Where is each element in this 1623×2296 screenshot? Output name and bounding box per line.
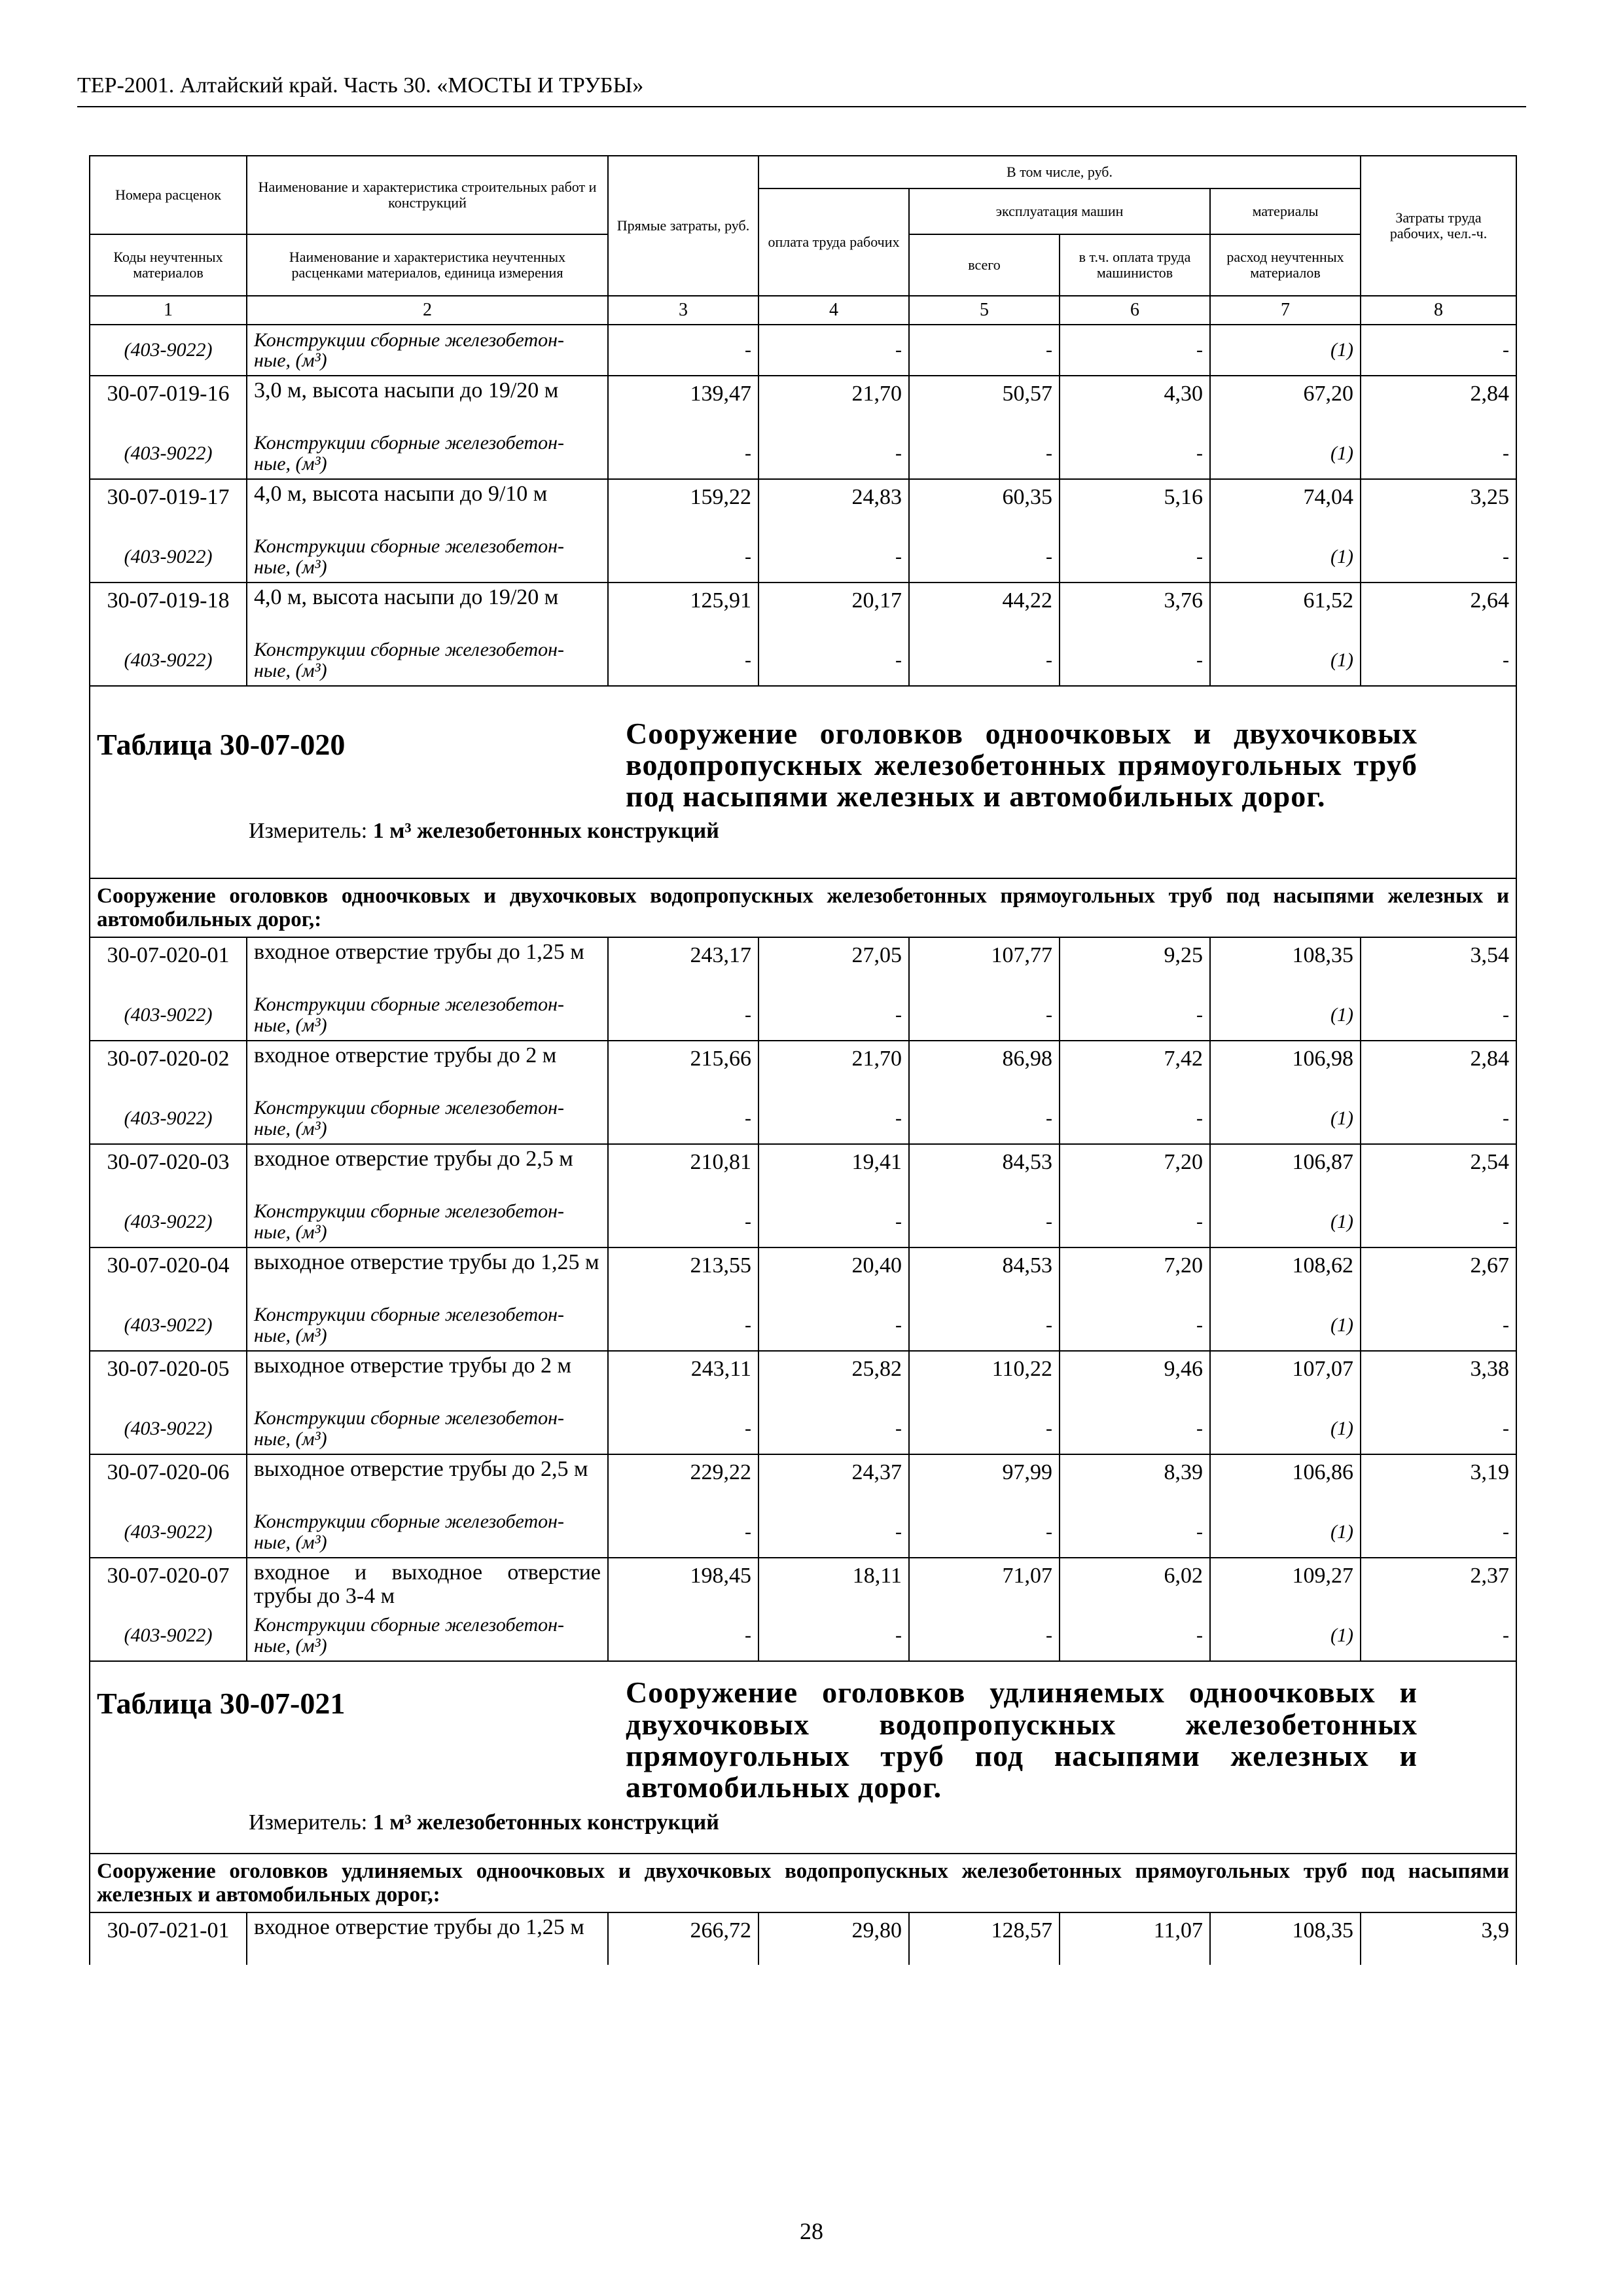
- col-header-including: В том числе, руб.: [758, 156, 1361, 188]
- rate-value: 243,17: [608, 937, 758, 990]
- rate-name: 4,0 м, высота насыпи до 9/10 м: [247, 479, 608, 531]
- rate-name: выходное отверстие трубы до 2 м: [247, 1351, 608, 1403]
- material-code: (403-9022): [90, 1093, 247, 1144]
- material-cell: -: [909, 990, 1060, 1041]
- rate-name: выходное отверстие трубы до 1,25 м: [247, 1247, 608, 1300]
- material-cell: -: [608, 1507, 758, 1558]
- material-cell: -: [909, 531, 1060, 583]
- rate-value: 3,25: [1361, 479, 1516, 531]
- page-number: 28: [800, 2218, 823, 2244]
- material-cell: -: [1060, 1196, 1210, 1247]
- material-cell: -: [909, 1403, 1060, 1454]
- section-row: [90, 1854, 1516, 1912]
- material-cell: -: [1361, 1507, 1516, 1558]
- material-cell: -: [1060, 1403, 1210, 1454]
- material-cell: -: [758, 635, 909, 686]
- material-cell: -: [608, 1610, 758, 1661]
- col-number: 5: [909, 296, 1060, 325]
- rate-row: [90, 583, 1516, 635]
- col-header-work-name: Наименование и характеристика строительных работ и конструкций: [247, 156, 608, 234]
- material-code: (403-9022): [90, 1403, 247, 1454]
- table-heading-row: [90, 1661, 1516, 1854]
- rate-value: 24,83: [758, 479, 909, 531]
- material-cell: -: [1060, 1300, 1210, 1351]
- material-row: [90, 990, 1516, 1041]
- rate-value: 67,20: [1210, 376, 1361, 428]
- col-number: 1: [90, 296, 247, 325]
- material-cell: -: [909, 1196, 1060, 1247]
- rate-value: 21,70: [758, 1041, 909, 1093]
- col-number: 6: [1060, 296, 1210, 325]
- rate-row: [90, 1454, 1516, 1507]
- material-cell: -: [608, 325, 758, 376]
- material-cell: -: [608, 1300, 758, 1351]
- rate-name: входное отверстие трубы до 2,5 м: [247, 1144, 608, 1196]
- rate-value: 74,04: [1210, 479, 1361, 531]
- measure-label: Измеритель:: [249, 1810, 368, 1835]
- material-name: Конструкции сборные железобетон-ные, (м³): [247, 635, 608, 686]
- rate-value: 213,55: [608, 1247, 758, 1300]
- material-qty: (1): [1210, 1403, 1361, 1454]
- material-name: Конструкции сборные железобетон-ные, (м³): [247, 428, 608, 479]
- material-name: Конструкции сборные железобетон-ные, (м³): [247, 1507, 608, 1558]
- material-row: [90, 1507, 1516, 1558]
- rate-code: 30-07-020-04: [90, 1247, 247, 1300]
- rate-code: 30-07-020-05: [90, 1351, 247, 1403]
- material-code: (403-9022): [90, 531, 247, 583]
- material-qty: (1): [1210, 635, 1361, 686]
- rate-value: 109,27: [1210, 1558, 1361, 1610]
- material-cell: -: [758, 990, 909, 1041]
- rate-value: 9,25: [1060, 937, 1210, 990]
- material-code: (403-9022): [90, 990, 247, 1041]
- material-cell: -: [1361, 325, 1516, 376]
- rate-value: 50,57: [909, 376, 1060, 428]
- material-cell: -: [608, 1093, 758, 1144]
- rate-value: 84,53: [909, 1247, 1060, 1300]
- column-numbers-row: [90, 296, 1516, 325]
- rate-value: 210,81: [608, 1144, 758, 1196]
- rate-value: 27,05: [758, 937, 909, 990]
- rate-value: 20,17: [758, 583, 909, 635]
- table-measure: [249, 819, 1509, 846]
- material-name: Конструкции сборные железобетон-ные, (м³): [247, 531, 608, 583]
- material-cell: -: [608, 990, 758, 1041]
- rate-row: [90, 376, 1516, 428]
- col-header-machinist-pay: в т.ч. оплата труда машинистов: [1060, 234, 1210, 296]
- material-cell: -: [1361, 1403, 1516, 1454]
- material-cell: -: [758, 1196, 909, 1247]
- rate-row: [90, 1247, 1516, 1300]
- rate-value: 3,54: [1361, 937, 1516, 990]
- material-code: (403-9022): [90, 325, 247, 376]
- rate-value: 7,42: [1060, 1041, 1210, 1093]
- rate-value: 18,11: [758, 1558, 909, 1610]
- rate-value: 107,07: [1210, 1351, 1361, 1403]
- material-cell: -: [1060, 428, 1210, 479]
- material-cell: -: [608, 635, 758, 686]
- col-header-materials: материалы: [1210, 188, 1361, 234]
- material-cell: -: [758, 1403, 909, 1454]
- col-header-direct-costs: Прямые затраты, руб.: [608, 156, 758, 296]
- material-row: [90, 1300, 1516, 1351]
- rate-row: [90, 1041, 1516, 1093]
- material-row: [90, 428, 1516, 479]
- rate-code: 30-07-019-18: [90, 583, 247, 635]
- material-row: [90, 1610, 1516, 1661]
- material-cell: -: [909, 325, 1060, 376]
- material-code: (403-9022): [90, 428, 247, 479]
- rate-value: 29,80: [758, 1912, 909, 1965]
- rate-code: 30-07-020-07: [90, 1558, 247, 1610]
- material-name: Конструкции сборные железобетон-ные, (м³): [247, 1300, 608, 1351]
- material-code: (403-9022): [90, 1196, 247, 1247]
- material-cell: -: [909, 1093, 1060, 1144]
- col-number: 7: [1210, 296, 1361, 325]
- rate-value: 97,99: [909, 1454, 1060, 1507]
- material-cell: -: [608, 1403, 758, 1454]
- measure-value: 1 м³ железобетонных конструкций: [372, 1810, 719, 1835]
- material-cell: -: [1060, 531, 1210, 583]
- rate-value: 128,57: [909, 1912, 1060, 1965]
- section-title: Сооружение оголовков удлиняемых одноочковых и двухочковых водопропускных железобетонных прямоугольных труб под насыпями железных и автомобильных дорог,:: [90, 1854, 1516, 1912]
- material-row: [90, 1403, 1516, 1454]
- rate-name: входное отверстие трубы до 1,25 м: [247, 1912, 608, 1965]
- table-label: Таблица 30-07-020: [97, 727, 346, 761]
- material-name: Конструкции сборные железобетон-ные, (м³): [247, 325, 608, 376]
- material-cell: -: [909, 1610, 1060, 1661]
- material-cell: -: [758, 1300, 909, 1351]
- material-row: [90, 1196, 1516, 1247]
- material-qty: (1): [1210, 1610, 1361, 1661]
- rate-value: 139,47: [608, 376, 758, 428]
- table-heading-wrap: [97, 718, 1509, 847]
- rate-name: выходное отверстие трубы до 2,5 м: [247, 1454, 608, 1507]
- rate-value: 86,98: [909, 1041, 1060, 1093]
- rate-value: 106,87: [1210, 1144, 1361, 1196]
- material-code: (403-9022): [90, 1610, 247, 1661]
- material-qty: (1): [1210, 1093, 1361, 1144]
- rate-row: [90, 1912, 1516, 1965]
- rate-name: входное отверстие трубы до 2 м: [247, 1041, 608, 1093]
- rate-code: 30-07-020-01: [90, 937, 247, 990]
- col-header-machines: эксплуатация машин: [909, 188, 1210, 234]
- running-header: ТЕР-2001. Алтайский край. Часть 30. «МОСТЫ И ТРУБЫ»: [77, 73, 644, 98]
- rate-value: 2,67: [1361, 1247, 1516, 1300]
- material-code: (403-9022): [90, 635, 247, 686]
- rate-value: 61,52: [1210, 583, 1361, 635]
- rate-code: 30-07-019-16: [90, 376, 247, 428]
- material-cell: -: [1361, 990, 1516, 1041]
- rate-value: 266,72: [608, 1912, 758, 1965]
- rate-value: 6,02: [1060, 1558, 1210, 1610]
- material-name: Конструкции сборные железобетон-ные, (м³): [247, 1093, 608, 1144]
- table-title: Сооружение оголовков удлиняемых одноочковых и двухочковых водопропускных железобетонных прямоугольных труб под насыпями железных и автомобильных дорог.: [626, 1676, 1418, 1804]
- material-code: (403-9022): [90, 1300, 247, 1351]
- rate-row: [90, 1351, 1516, 1403]
- rate-value: 7,20: [1060, 1247, 1210, 1300]
- material-row: [90, 325, 1516, 376]
- table-heading-wrap: [97, 1677, 1509, 1837]
- material-name: Конструкции сборные железобетон-ные, (м³): [247, 990, 608, 1041]
- rate-value: 3,76: [1060, 583, 1210, 635]
- rate-value: 9,46: [1060, 1351, 1210, 1403]
- rate-value: 60,35: [909, 479, 1060, 531]
- material-cell: -: [1361, 635, 1516, 686]
- rate-value: 2,84: [1361, 376, 1516, 428]
- rate-value: 108,35: [1210, 1912, 1361, 1965]
- material-cell: -: [909, 635, 1060, 686]
- rate-name: 4,0 м, высота насыпи до 19/20 м: [247, 583, 608, 635]
- rate-row: [90, 1144, 1516, 1196]
- rate-row: [90, 479, 1516, 531]
- material-cell: -: [758, 325, 909, 376]
- rate-code: 30-07-021-01: [90, 1912, 247, 1965]
- material-cell: -: [758, 1610, 909, 1661]
- table-measure: [249, 1810, 1509, 1838]
- table-label: Таблица 30-07-021: [97, 1687, 346, 1721]
- material-row: [90, 531, 1516, 583]
- material-cell: -: [1060, 325, 1210, 376]
- rate-value: 106,86: [1210, 1454, 1361, 1507]
- rate-value: 215,66: [608, 1041, 758, 1093]
- col-header-labor-hours: Затраты труда рабочих, чел.-ч.: [1361, 156, 1516, 296]
- measure-value: 1 м³ железобетонных конструкций: [372, 819, 719, 844]
- col-header-material-codes: Коды неучтенных материалов: [90, 234, 247, 296]
- material-cell: -: [1361, 1093, 1516, 1144]
- rate-code: 30-07-020-03: [90, 1144, 247, 1196]
- rate-value: 159,22: [608, 479, 758, 531]
- col-header-machines-total: всего: [909, 234, 1060, 296]
- rate-value: 3,38: [1361, 1351, 1516, 1403]
- rate-value: 108,62: [1210, 1247, 1361, 1300]
- price-table: [89, 155, 1517, 1965]
- material-cell: -: [758, 1507, 909, 1558]
- material-row: [90, 1093, 1516, 1144]
- rate-code: 30-07-020-06: [90, 1454, 247, 1507]
- material-cell: -: [1060, 990, 1210, 1041]
- table-heading: [90, 686, 1516, 878]
- material-qty: (1): [1210, 1507, 1361, 1558]
- material-qty: (1): [1210, 325, 1361, 376]
- material-cell: -: [909, 1507, 1060, 1558]
- material-cell: -: [1060, 1507, 1210, 1558]
- rate-row: [90, 937, 1516, 990]
- material-qty: (1): [1210, 1300, 1361, 1351]
- rate-name: входное и выходное отверстие трубы до 3-4 м: [247, 1558, 608, 1610]
- material-cell: -: [1361, 1196, 1516, 1247]
- rate-value: 8,39: [1060, 1454, 1210, 1507]
- material-cell: -: [1060, 1610, 1210, 1661]
- material-qty: (1): [1210, 1196, 1361, 1247]
- rate-row: [90, 1558, 1516, 1610]
- rate-value: 110,22: [909, 1351, 1060, 1403]
- material-name: Конструкции сборные железобетон-ные, (м³): [247, 1196, 608, 1247]
- col-number: 4: [758, 296, 909, 325]
- material-row: [90, 635, 1516, 686]
- rate-value: 2,37: [1361, 1558, 1516, 1610]
- material-cell: -: [608, 531, 758, 583]
- rate-value: 44,22: [909, 583, 1060, 635]
- col-header-material-usage: расход неучтенных материалов: [1210, 234, 1361, 296]
- col-number: 8: [1361, 296, 1516, 325]
- rate-code: 30-07-019-17: [90, 479, 247, 531]
- rate-value: 229,22: [608, 1454, 758, 1507]
- rate-value: 7,20: [1060, 1144, 1210, 1196]
- rate-value: 20,40: [758, 1247, 909, 1300]
- material-cell: -: [909, 1300, 1060, 1351]
- rate-code: 30-07-020-02: [90, 1041, 247, 1093]
- rate-value: 3,19: [1361, 1454, 1516, 1507]
- material-cell: -: [608, 428, 758, 479]
- table-heading: [90, 1661, 1516, 1854]
- material-qty: (1): [1210, 531, 1361, 583]
- col-header-rate-number: Номера расценок: [90, 156, 247, 234]
- material-qty: (1): [1210, 990, 1361, 1041]
- col-header-material-names: Наименование и характеристика неучтенных расценками материалов, единица измерения: [247, 234, 608, 296]
- material-cell: -: [608, 1196, 758, 1247]
- table-title: Сооружение оголовков одноочковых и двухочковых водопропускных железобетонных прямоугольных труб под насыпями железных и автомобильных дорог.: [626, 716, 1418, 814]
- col-number: 2: [247, 296, 608, 325]
- section-title: Сооружение оголовков одноочковых и двухочковых водопропускных железобетонных прямоугольных труб под насыпями железных и автомобильных дорог,:: [90, 878, 1516, 937]
- rate-value: 4,30: [1060, 376, 1210, 428]
- table-heading-row: [90, 686, 1516, 878]
- rate-value: 2,84: [1361, 1041, 1516, 1093]
- rate-value: 106,98: [1210, 1041, 1361, 1093]
- rate-value: 125,91: [608, 583, 758, 635]
- rate-value: 24,37: [758, 1454, 909, 1507]
- material-cell: -: [1060, 635, 1210, 686]
- material-cell: -: [758, 531, 909, 583]
- rate-value: 71,07: [909, 1558, 1060, 1610]
- material-cell: -: [1361, 531, 1516, 583]
- material-name: Конструкции сборные железобетон-ные, (м³): [247, 1403, 608, 1454]
- rate-value: 25,82: [758, 1351, 909, 1403]
- rate-value: 84,53: [909, 1144, 1060, 1196]
- material-name: Конструкции сборные железобетон-ные, (м³): [247, 1610, 608, 1661]
- measure-label: Измеритель:: [249, 819, 368, 844]
- rate-value: 108,35: [1210, 937, 1361, 990]
- rate-value: 2,64: [1361, 583, 1516, 635]
- rate-value: 198,45: [608, 1558, 758, 1610]
- material-cell: -: [758, 1093, 909, 1144]
- material-cell: -: [1361, 1610, 1516, 1661]
- material-cell: -: [909, 428, 1060, 479]
- rate-value: 3,9: [1361, 1912, 1516, 1965]
- rate-value: 5,16: [1060, 479, 1210, 531]
- rate-value: 243,11: [608, 1351, 758, 1403]
- section-row: [90, 878, 1516, 937]
- rate-name: входное отверстие трубы до 1,25 м: [247, 937, 608, 990]
- material-cell: -: [1060, 1093, 1210, 1144]
- material-cell: -: [1361, 1300, 1516, 1351]
- material-cell: -: [1361, 428, 1516, 479]
- rate-value: 2,54: [1361, 1144, 1516, 1196]
- header-rule: [77, 106, 1526, 107]
- material-qty: (1): [1210, 428, 1361, 479]
- rate-value: 21,70: [758, 376, 909, 428]
- col-number: 3: [608, 296, 758, 325]
- material-code: (403-9022): [90, 1507, 247, 1558]
- rate-name: 3,0 м, высота насыпи до 19/20 м: [247, 376, 608, 428]
- material-cell: -: [758, 428, 909, 479]
- col-header-worker-pay: оплата труда рабочих: [758, 188, 909, 296]
- rate-value: 11,07: [1060, 1912, 1210, 1965]
- rate-value: 107,77: [909, 937, 1060, 990]
- rate-value: 19,41: [758, 1144, 909, 1196]
